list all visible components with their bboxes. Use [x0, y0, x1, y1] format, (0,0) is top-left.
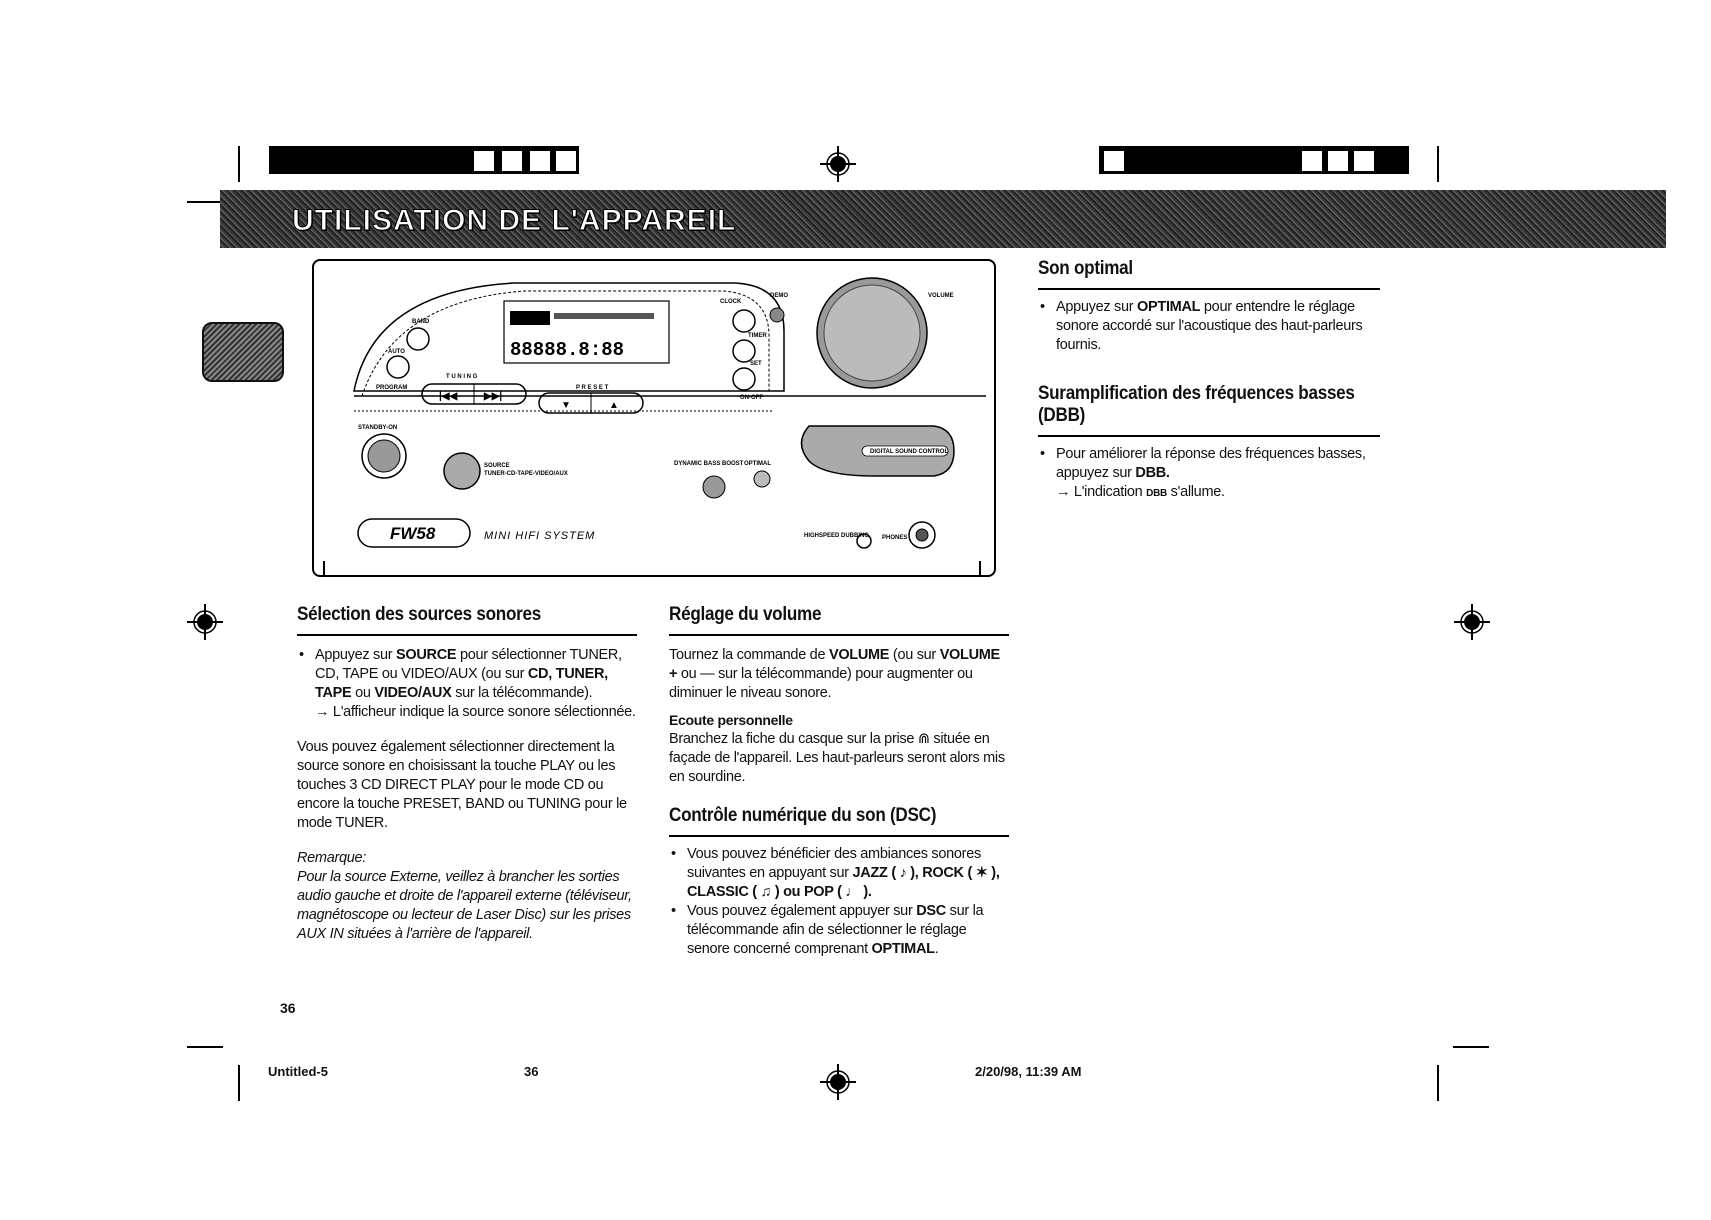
print-bar-right: [1099, 146, 1409, 174]
heading-rule: [669, 634, 1009, 636]
heading-rule: [297, 634, 637, 636]
footer-timestamp: 2/20/98, 11:39 AM: [975, 1064, 1082, 1079]
subheading-headphones: Ecoute personnelle: [669, 712, 793, 728]
timer-label: TIMER: [748, 333, 767, 339]
paragraph-direct-select: Vous pouvez également sélectionner directement la source sonore en choisissant la touche PLAY ou les touches 3 CD DIRECT PLAY pour le mode CD ou encore la touche PRESET, BAND ou TUNING pour le mode TUNER.: [297, 739, 627, 831]
bullet-dsc-modes: • Vous pouvez bénéficier des ambiances sonores suivantes en appuyant sur JAZZ ( ♪ ), ROCK ( ✶ ), CLASSIC ( ♫ ) ou POP ( ♩ ).: [669, 845, 1009, 902]
svg-text:▼: ▼: [561, 400, 571, 411]
section-title-band: [220, 190, 1666, 248]
dbb-label: DYNAMIC BASS BOOST: [674, 461, 744, 467]
model-name: FW58: [390, 524, 436, 543]
band-label: BAND: [412, 319, 430, 325]
device-illustration: [312, 259, 996, 577]
heading-rule: [669, 835, 1009, 837]
source-label: SOURCE: [484, 463, 510, 469]
crop-mark: [187, 1046, 223, 1048]
auto-label: AUTO: [388, 349, 405, 355]
column-right: [1038, 258, 1380, 503]
heading-dbb: Suramplification des fréquences basses (DBB): [1038, 383, 1355, 426]
crosshair-icon: [820, 1064, 856, 1100]
footer-file: Untitled-5: [268, 1064, 328, 1079]
demo-label: DEMO: [770, 293, 788, 299]
standby-label: STANDBY-ON: [358, 425, 398, 431]
heading-sources: Sélection des sources sonores: [297, 604, 542, 625]
column-middle: [669, 604, 1009, 959]
crop-mark: [1437, 146, 1439, 182]
crop-mark: [238, 146, 240, 182]
remark-text: Pour la source Externe, veillez à brancher les sorties audio gauche et droite de l'appareil externe (téléviseur, magnétoscope ou lecteur de Laser Disc) sur les prises AUX IN situées à l'arrière de l'appareil.: [297, 869, 632, 942]
page-number: 36: [280, 1000, 296, 1016]
heading-rule: [1038, 288, 1380, 290]
heading-volume: Réglage du volume: [669, 604, 822, 625]
set-label: SET: [750, 361, 762, 367]
source-sub-label: TUNER-CD-TAPE-VIDEO/AUX: [484, 471, 568, 477]
bullet-dsc-remote: • Vous pouvez également appuyer sur DSC sur la télécommande afin de sélectionner le réglage senore concerné comprenant OPTIMAL.: [669, 902, 1009, 959]
column-left: [297, 604, 637, 944]
crosshair-icon: [820, 146, 856, 182]
footer-page: 36: [524, 1064, 539, 1079]
tuning-label: T U N I N G: [446, 374, 478, 380]
volume-label: VOLUME: [928, 293, 954, 299]
preset-label: P R E S E T: [576, 385, 609, 391]
clock-label: CLOCK: [720, 299, 742, 305]
crosshair-icon: [1454, 604, 1490, 640]
page-title: UTILISATION DE L'APPAREIL: [292, 204, 737, 237]
print-bar-left: [269, 146, 579, 174]
system-label: MINI HIFI SYSTEM: [484, 530, 596, 542]
program-label: PROGRAM: [376, 385, 408, 391]
side-tab-marker: [202, 322, 284, 382]
remark-label: Remarque:: [297, 850, 367, 866]
phones-label: PHONES: [882, 535, 908, 541]
heading-rule: [1038, 435, 1380, 437]
result-source: → L'afficheur indique la source sonore sélectionnée.: [315, 704, 636, 720]
paragraph-volume: Tournez la commande de VOLUME (ou sur VOLUME + ou — sur la télécommande) pour augmenter ou diminuer le niveau sonore.: [669, 647, 1000, 701]
display-readout: 88888.8:88: [510, 339, 625, 361]
hs-dubbing-label: HIGHSPEED DUBBING: [804, 533, 870, 539]
svg-text:▶▶|: ▶▶|: [484, 391, 503, 402]
result-dbb: → L'indication DBB s'allume.: [1056, 484, 1225, 500]
dsc-label: DIGITAL SOUND CONTROL: [870, 449, 949, 455]
bullet-optimal: • Appuyez sur OPTIMAL pour entendre le réglage sonore accordé sur l'acoustique des haut-parleurs fournis.: [1038, 298, 1380, 355]
on-off-label: ON-OFF: [740, 395, 763, 401]
svg-text:▲: ▲: [609, 400, 619, 411]
crop-mark: [1437, 1065, 1439, 1101]
paragraph-headphones: Branchez la fiche du casque sur la prise ⋒ située en façade de l'appareil. Les haut-parleurs seront alors mis en sourdine.: [669, 731, 1005, 785]
crop-mark: [1453, 1046, 1489, 1048]
bullet-dbb: • Pour améliorer la réponse des fréquences basses, appuyez sur DBB.: [1038, 445, 1380, 483]
bullet-source: • Appuyez sur SOURCE pour sélectionner TUNER, CD, TAPE ou VIDEO/AUX (ou sur CD, TUNER, TAPE ou VIDEO/AUX sur la télécommande).: [297, 646, 637, 703]
heading-dsc: Contrôle numérique du son (DSC): [669, 805, 937, 826]
optimal-label: OPTIMAL: [744, 461, 771, 467]
crosshair-icon: [187, 604, 223, 640]
heading-son-optimal: Son optimal: [1038, 258, 1133, 279]
crop-mark: [187, 201, 223, 203]
crop-mark: [238, 1065, 240, 1101]
svg-text:|◀◀: |◀◀: [439, 391, 458, 402]
